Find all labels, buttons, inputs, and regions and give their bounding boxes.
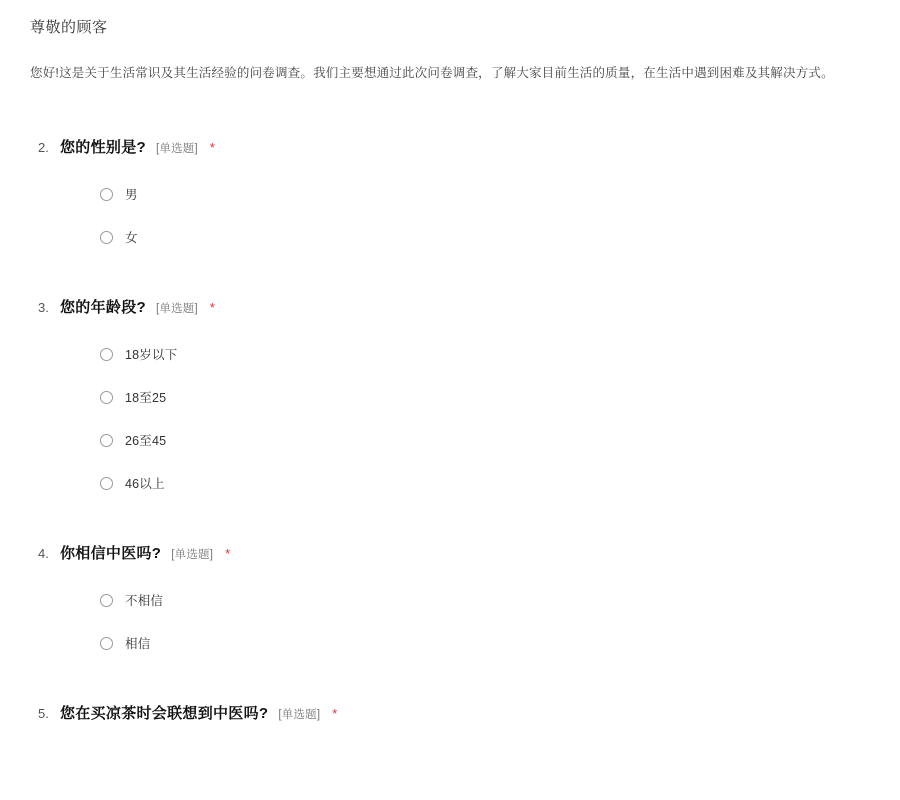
question-title-4: 你相信中医吗? [60,545,162,563]
radio-icon[interactable] [100,637,113,650]
option-row[interactable] [100,628,870,658]
options-list-2 [30,179,870,252]
question-type-2: [单选题] [155,143,198,156]
question-required-2: * [209,140,215,156]
option-row[interactable] [100,585,870,615]
options-list-3 [30,339,870,498]
question-title-3: 您的年龄段? [60,299,146,317]
question-required-3: * [209,300,215,316]
question-type-5: [单选题] [278,709,321,722]
option-label: 男 [125,188,138,203]
question-type-4: [单选题] [171,549,214,562]
question-number-4: 4. [38,546,49,562]
option-row[interactable] [100,382,870,412]
page-title: 尊敬的顾客 [30,19,108,36]
question-title-5: 您在买凉茶时会联想到中医吗? [60,705,269,723]
question-header-4 [30,542,870,563]
option-label: 18岁以下 [125,348,178,363]
question-block-5 [30,702,870,723]
option-row[interactable] [100,468,870,498]
question-header-5 [30,702,870,723]
radio-icon[interactable] [100,477,113,490]
option-label: 46以上 [125,477,165,492]
option-label: 18至25 [125,391,167,406]
question-number-5: 5. [38,706,49,722]
survey-intro-text: 您好!这是关于生活常识及其生活经验的问卷调查。我们主要想通过此次问卷调查，了解大家目前生活的质量，在生活中遇到困难及其解决方式。 [30,66,834,80]
option-row[interactable] [100,339,870,369]
radio-icon[interactable] [100,434,113,447]
option-label: 女 [125,231,138,246]
radio-icon[interactable] [100,391,113,404]
radio-icon[interactable] [100,231,113,244]
question-required-4: * [225,546,231,562]
question-number-3: 3. [38,300,49,316]
question-number-2: 2. [38,140,49,156]
question-header-3 [30,296,870,317]
radio-icon[interactable] [100,594,113,607]
question-type-3: [单选题] [155,303,198,316]
option-label: 相信 [125,637,151,652]
option-row[interactable] [100,425,870,455]
radio-icon[interactable] [100,188,113,201]
options-list-4 [30,585,870,658]
option-row[interactable] [100,179,870,209]
option-label: 不相信 [125,594,164,609]
option-row[interactable] [100,222,870,252]
question-required-5: * [332,706,338,722]
option-label: 26至45 [125,434,167,449]
radio-icon[interactable] [100,348,113,361]
question-header-2 [30,136,870,157]
question-block-4 [30,542,870,658]
question-block-3 [30,296,870,498]
question-block-2 [30,136,870,252]
question-title-2: 您的性别是? [60,139,146,157]
